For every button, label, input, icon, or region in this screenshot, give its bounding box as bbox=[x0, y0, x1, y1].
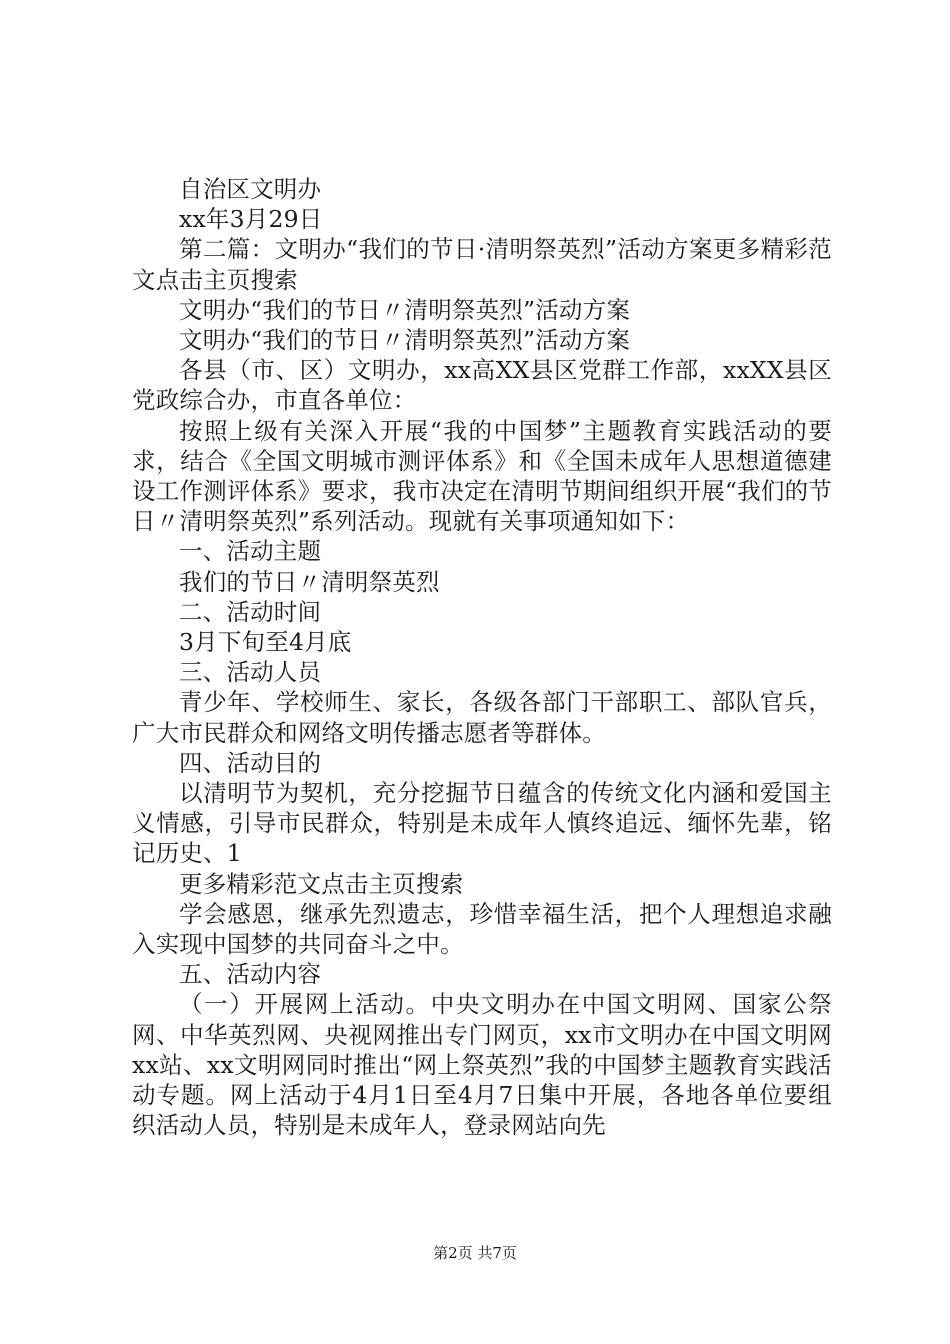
section-heading-time: 二、活动时间 bbox=[179, 597, 322, 626]
section-heading-participants: 三、活动人员 bbox=[179, 658, 322, 687]
document-body bbox=[132, 174, 832, 1141]
participants-text: 青少年、学校师生、家长，各级各部门干部职工、部队官兵，广大市民群众和网络文明传播志愿者等群体。 bbox=[132, 688, 832, 747]
theme-text: 我们的节日〃清明祭英烈 bbox=[179, 567, 440, 596]
document-title: 文明办“我们的节日〃清明祭英烈”活动方案 bbox=[179, 295, 631, 324]
section-heading-content: 五、活动内容 bbox=[179, 960, 322, 989]
purpose-text-continued: 学会感恩，继承先烈遗志，珍惜幸福生活，把个人理想追求融入实现中国梦的共同奋斗之中。 bbox=[132, 899, 832, 959]
section-heading-purpose: 四、活动目的 bbox=[179, 748, 322, 777]
recipients-line: 各县（市、区）文明办，xx高XX县区党群工作部，xxXX县区党政综合办，市直各单位： bbox=[132, 356, 832, 415]
page-number-footer: 第2页 共7页 bbox=[433, 1244, 517, 1262]
intro-paragraph: 按照上级有关深入开展“我的中国梦”主题教育实践活动的要求，结合《全国文明城市测评体系》和《全国未成年人思想道德建设工作测评体系》要求，我市决定在清明节期间组织开展“我们的节日〃清明祭英烈”系列活动。现就有关事项通知如下： bbox=[132, 416, 832, 536]
document-title-repeat: 文明办“我们的节日〃清明祭英烈”活动方案 bbox=[179, 326, 631, 355]
purpose-text: 以清明节为契机，充分挖掘节日蕴含的传统文化内涵和爱国主义情感，引导市民群众，特别是未成年人慎终追远、缅怀先辈，铭记历史、1 bbox=[132, 779, 832, 868]
content-item-online: （一）开展网上活动。中央文明办在中国文明网、国家公祭网、中华英烈网、央视网推出专门网页，xx市文明办在中国文明网xx站、xx文明网同时推出“网上祭英烈”我的中国梦主题教育实践活动专题。网上活动于4月1日至4月7日集中开展，各地各单位要组织活动人员，特别是未成年人，登录网站向先 bbox=[132, 990, 832, 1140]
promo-line: 更多精彩范文点击主页搜索 bbox=[179, 869, 464, 898]
time-text: 3月下旬至4月底 bbox=[179, 628, 352, 657]
section-heading-theme: 一、活动主题 bbox=[179, 537, 322, 566]
chapter-heading: 第二篇：文明办“我们的节日·清明祭英烈”活动方案更多精彩范文点击主页搜索 bbox=[132, 235, 832, 294]
signature-date: xx年3月29日 bbox=[179, 205, 323, 234]
signature-org: 自治区文明办 bbox=[179, 175, 322, 203]
